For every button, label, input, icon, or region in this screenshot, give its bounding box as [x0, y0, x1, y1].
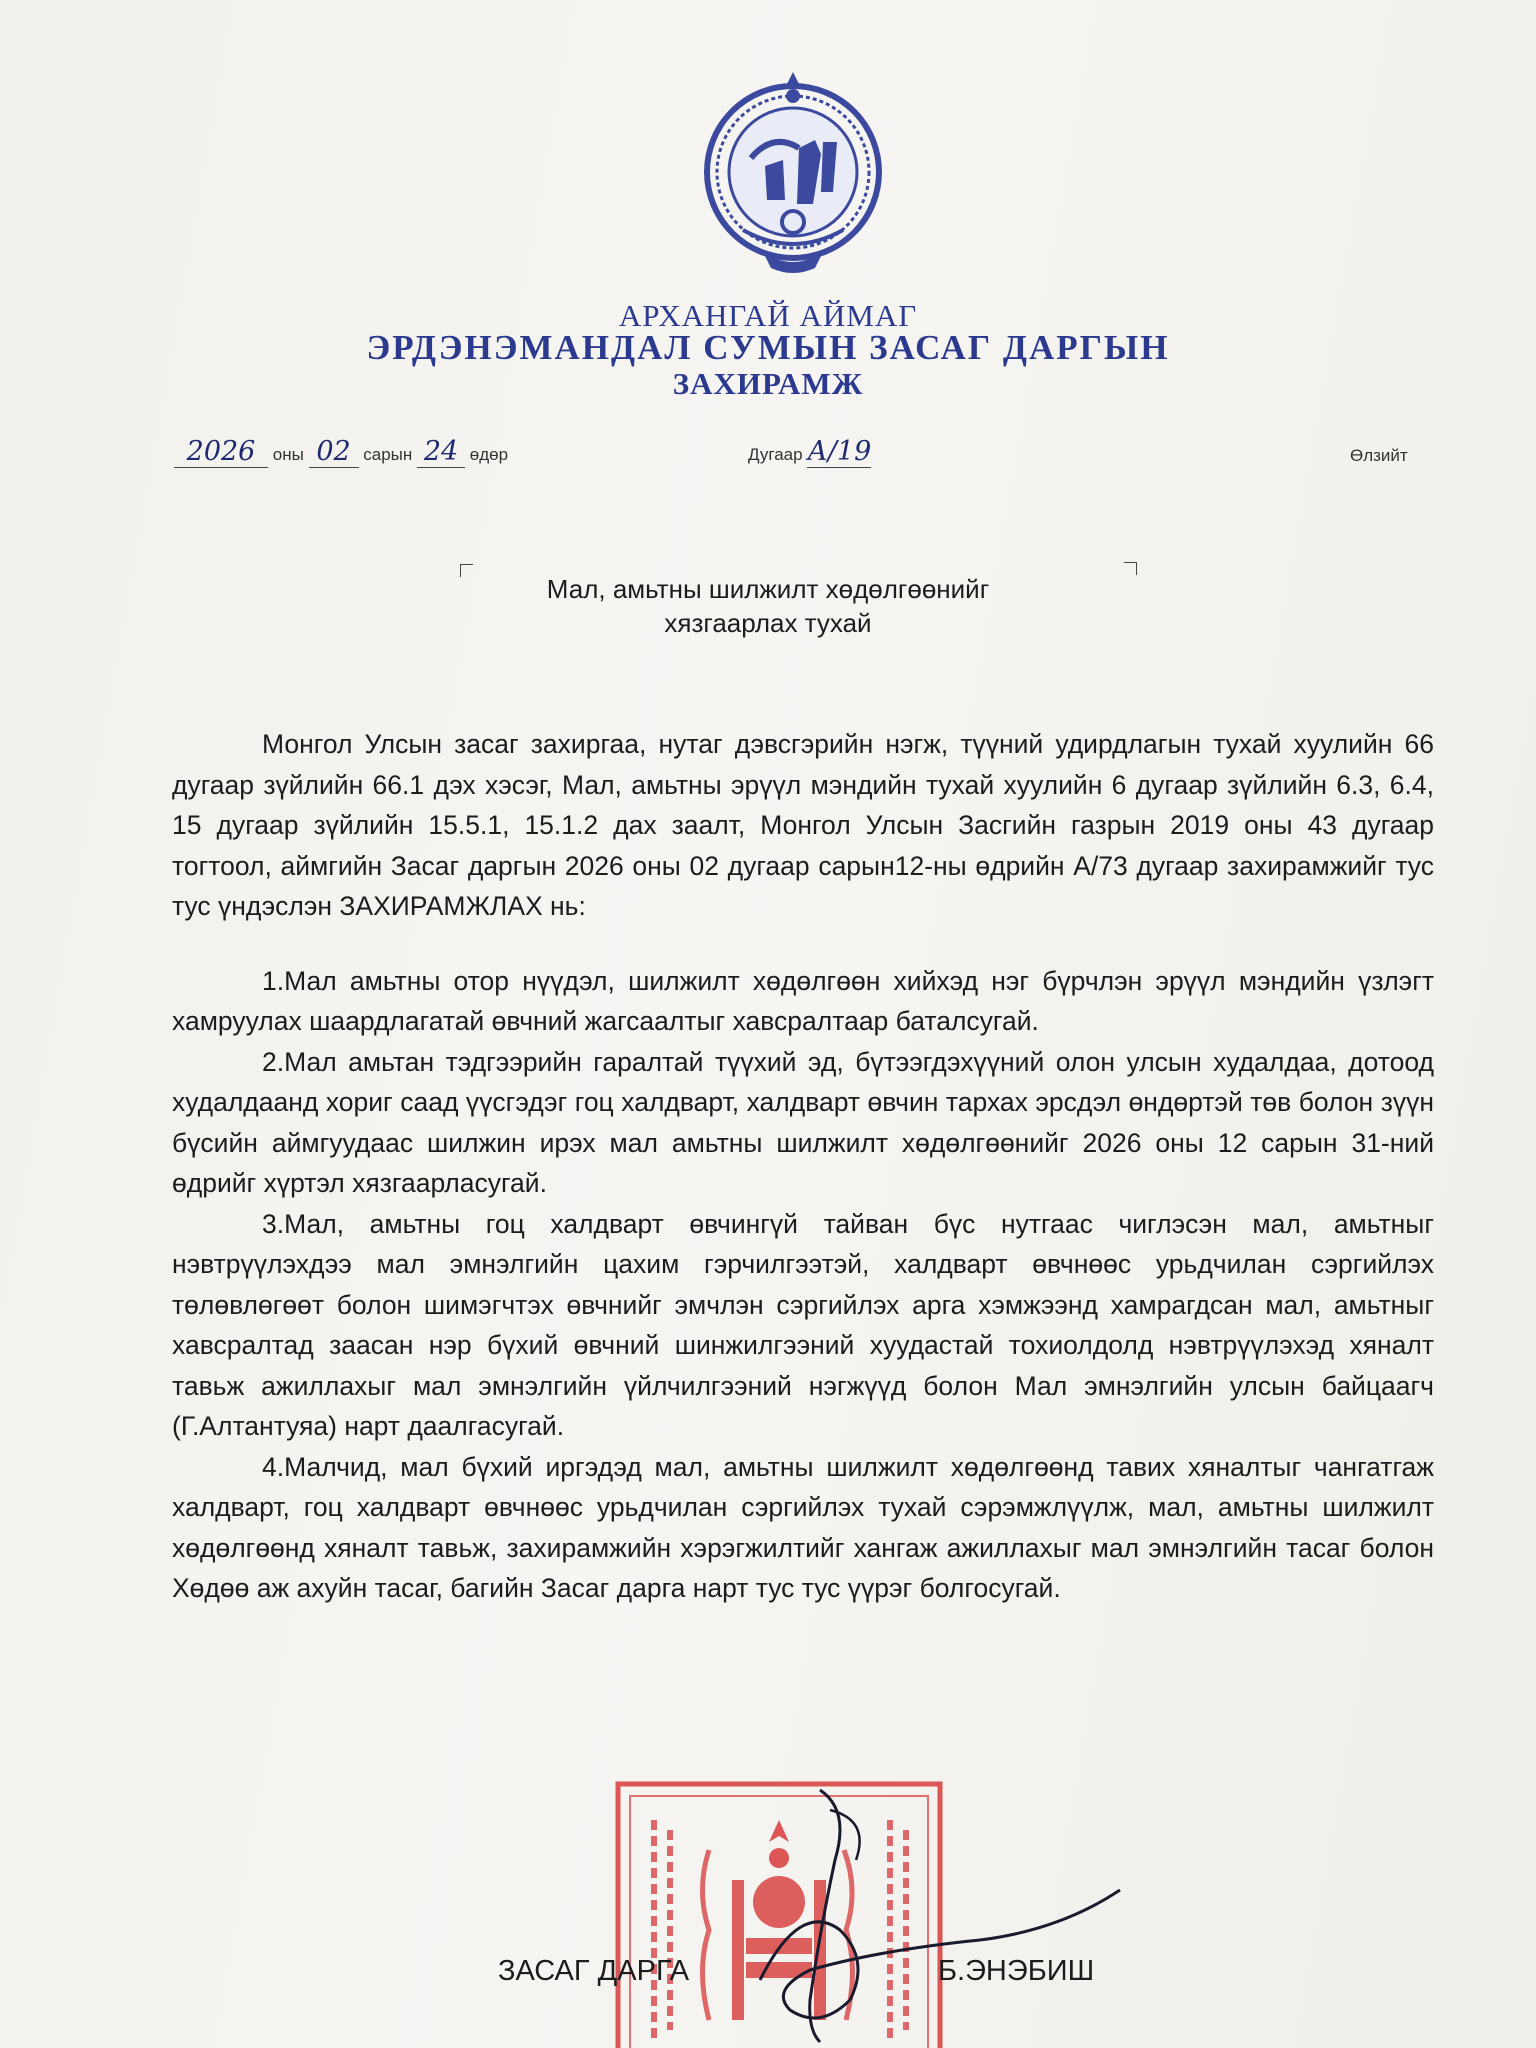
aimag-name: АРХАНГАЙ АЙМАГ	[618, 298, 918, 333]
handwritten-signature-icon	[620, 1780, 1140, 2048]
signatory-name: Б.ЭНЭБИШ	[938, 1955, 1095, 1987]
clause-3: 3.Мал, амьтны гоц халдварт өвчингүй тайван бүс нутгаас чиглэсэн мал, амьтныг нэвтрүүлэхдээ мал эмнэлгийн цахим гэрчилгээтэй, халдварт өвчнөөс урьдчилан сэргийлэх төлөвлөгөөт болон шимэгчтэх өвчнийг эмчлэн сэргийлэх арга хэмжээнд хамрагдсан мал, амьтныг хавсралтад заасан нэр бүхий өвчний шинжилгээний хуудастай тохиолдолд нэвтрүүлэхэд хяналт тавьж ажиллахыг мал эмнэлгийн үйлчилгээний нэгжүүд болон Мал эмнэлгийн улсын байцаагч (Г.Алтантуяа) нарт даалгасугай.	[172, 1208, 1434, 1441]
handwritten-day: 24	[417, 436, 465, 468]
year-label: оны	[272, 445, 304, 464]
day-label: өдөр	[469, 445, 509, 464]
title-line-2: хязгаарлах тухай	[664, 608, 872, 638]
title-line-1: Мал, амьтны шилжилт хөдөлгөөнийг	[546, 574, 990, 604]
preamble-paragraph: Монгол Улсын засаг захиргаа, нутаг дэвсгэрийн нэгж, түүний удирдлагын тухай хуулийн 66 дугаар зүйлийн 66.1 дэх хэсэг, Мал, амьтны эрүүл мэндийн тухай хуулийн 6 дугаар зүйлийн 6.3, 6.4, 15 дугаар зүйлийн 15.5.1, 15.1.2 дах заалт, Монгол Улсын Засгийн газрын 2019 оны 43 дугаар тогтоол, аймгийн Засаг даргын 2026 оны 02 дугаар сарын12-ны өдрийн А/73 дугаар захирамжийг тус тус үндэслэн ЗАХИРАМЖЛАХ нь:	[172, 729, 1434, 921]
document-body	[172, 724, 1434, 1609]
handwritten-number: А/19	[807, 436, 872, 467]
state-emblem-icon	[703, 62, 883, 282]
signatory-position: ЗАСАГ ДАРГА	[498, 1955, 690, 1987]
document-number	[748, 436, 871, 468]
number-label: Дугаар	[748, 445, 803, 464]
clause-4: 4.Малчид, мал бүхий иргэдэд мал, амьтны шилжилт хөдөлгөөнд тавих хяналтыг чангатгаж халдварт, гоц халдварт өвчнөөс урьдчилан сэргийлэх тухай сэрэмжлүүлж, мал, амьтны шилжилт хөдөлгөөнд хяналт тавьж, захирамжийн хэрэгжилтийг хангаж ажиллахыг мал эмнэлгийн тасаг болон Хөдөө аж ахуйн тасаг, багийн Засаг дарга нарт тус тус үүрэг болгосугай.	[172, 1451, 1434, 1603]
issuing-authority: ЭРДЭНЭМАНДАЛ СУМЫН ЗАСАГ ДАРГЫН	[366, 328, 1170, 367]
date-line	[174, 436, 508, 468]
month-label: сарын	[363, 445, 413, 464]
clause-2: 2.Мал амьтан тэдгээрийн гаралтай түүхий эд, бүтээгдэхүүний олон улсын худалдаа, дотоод худалдаанд хориг саад үүсгэдэг гоц халдварт, халдварт өвчин тархах эрсдэл өндөртэй төв болон зүүн бүсийн аймгуудаас шилжин ирэх мал амьтны шилжилт хөдөлгөөнийг 2026 оны 12 сарын 31-ний өдрийг хүртэл хязгаарласугай.	[172, 1046, 1434, 1198]
issue-place: Өлзийт	[1350, 446, 1408, 465]
clause-1: 1.Мал амьтны отор нүүдэл, шилжилт хөдөлгөөн хийхэд нэг бүрчлэн эрүүл мэндийн үзлэгт хамруулах шаардлагатай өвчний жагсаалтыг хавсралтаар баталсугай.	[172, 965, 1434, 1036]
document-title	[0, 572, 1536, 640]
document-type: ЗАХИРАМЖ	[672, 366, 864, 401]
handwritten-year: 2026	[174, 436, 268, 468]
handwritten-month: 02	[309, 436, 359, 468]
